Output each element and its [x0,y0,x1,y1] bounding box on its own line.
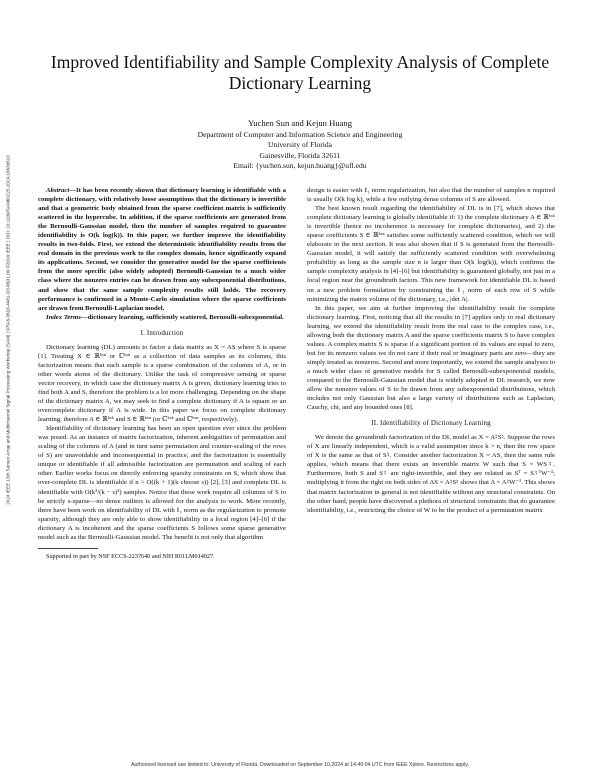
affiliation-department: Department of Computer and Information Science and Engineering [197,130,403,140]
section-heading-identifiability: II. Identifiability of Dictionary Learning [371,420,491,428]
author-email: Email: {yuchen.sun, kejun.huang}@ufl.edu [233,160,367,170]
abstract-label: Abstract— [46,187,77,194]
abstract-text: It has been recently shown that dictionary learning is identifiable with a complete dictionary, with relatively loose assumptions that the dictionary is invertible and that a geometric body obtained from the sparse coefficient matrix is sufficiently scattered in the hypercube. In addition, if the sparse coefficients are generated from the Bernoulli-Gaussian model, then the number of samples required to guarantee identifiability is O(k log(k)). In this paper, we further improve the identifiability results in two-folds. First, we extend the deterministic identifiability results from the real domain in the previous work to the complex domain, hence significantly expand its applications. Second, we consider the generative model for the sparse coefficients from the more specific (also widely adopted) Bernoulli-Gaussian to a much wider class where the nonzero entries can be drawn from any subexponential distributions, and show that the same sample complexity results still holds. The recovery performance is confirmed in a Monte-Carlo simulation where the sparse coefficients are drawn from Bernoulli-Laplacian model. [38,187,286,312]
intro-paragraph-3: The best known result regarding the identifiability of DL is in [7], which shows that complete dictionary learning is globally identifiable if: 1) the complete dictionary A ∈ ℝᵏˣᵏ is invertible (hence no incoherence is necessary for complete dictionaries), and 2) the sparse coefficients S ∈ ℝᵏˣⁿ satisfies some sufficiently scattered condition, which we will elaborate in the next section. It was also shown that if S is generated from the Bernoulli-Gaussian model, it will satisfy the sufficiently scattered condition with overwhelming probability as long as the sample size n is larger than O(k log(k)), which confirms the sample complexity analysis in [4]–[6] but identifiability is guaranteed globally, not just in a local region near the groundtruth factors. This new framework for identifiable DL is based on a new problem formulation by constraining the ℓ₁ norm of each row of S while minimizing the matrix volume of the dictionary, i.e., |det A|. [307,205,555,303]
left-column [38,186,286,561]
affiliation-university: University of Florida [267,140,333,150]
identifiability-paragraph-1: We denote the groundtruth factorization of the DL model as X = A♮S♮. Suppose the rows of X are linearly independent, which is a valid assumption since k > n, then the row space of X is the same as that of S♮. Consider another factorization X = AS, then the same rule applies, which means that there exists an invertible matrix W such that S = WS♮. Furthermore, both S and S♮ are right-invertible, and they are related as Sᵀ = S♮ᵀW⁻¹; multiplying it from the right on both sides of AS = A♮S♮ shows that A = A♮W⁻¹. This shows that matrix factorization in general is not identifiable without any structural constraints. On the other hand, people have discovered a plethora of structural constraints that do guarantee identifiability, i.e., restricting the choice of W to be the product of a permutation matrix [307,434,555,514]
funding-footnote: Supported in part by NSF ECCS-2237640 and NIH R01LM014027. [46,552,215,560]
intro-paragraph-2: Identifiability of dictionary learning has been an open question ever since the problem was posed. As an instance of matrix factorization, inherent ambiguities of permutation and scaling of the columns of A (and in turn same permutation and counter-scaling of the rows of S) are unavoidable and inconsequential in practice, and the factorization is essentially unique or identifiable if all admissible factorization are permutation and scaling of each other. Earlier works focus on directly enforcing sparsity constraints on S, which show that over-complete DL is identifiable if n > O((k + 1)(k choose s)) [2], [3] and complete DL is identifiable with O(k³/(k − s)²) samples. Notice that these work require all columns of S to be strictly s-sparse—no dense outliers is allowed for the analysis to work. More recently, there have been work on identifiability of DL with ℓ₁ norm as the regularization to promote sparsity, although they are only able to show identifiability in a local region [4]–[6] if the dictionary A is incoherent and the sparse coefficients S follows some sparse generative model such as the Bernoulli-Gaussian model. The benefit is not only that algorithm [38,425,286,541]
intro-paragraph-4: In this paper, we aim at further improving the identifiability result for complete dictionary learning. First, noticing that all the results in [7] applies only to real dictionary learning, we extend the identifiability result from the real case to the complex case, i.e., allowing both the dictionary matrix A and the sparse coefficients matrix S to have complex values. A complex matrix S is sparse if a significant portion of its values are equal to zero, but for its nonzero values we do not care if their real or imaginary parts are zero—they are simply treated as nonzeros. Second and more importantly, we extend the sample analyses to a much wider class of generative models for S called Bernoulli-subexponential models; compared to the Bernoulli-Gaussian model that is widely adopted in DL research, we now allow the nonzero values of S to be drawn from any subexponential distributions, which includes not only Gaussian but also a large variety of distributions such as Laplacian, Cauchy, chi, and any bounded ones [8]. [307,304,555,412]
intro-paragraph-2-continued: design is easier with ℓ₁ norm regularization, but also that the number of samples n required is usually O(k log k), while a few outlying dense columns of S are allowed. [307,187,555,204]
index-terms-label: Index Terms [46,313,81,321]
paper-title: Improved Identifiability and Sample Complexity Analysis of Complete Dictionary Learning [50,52,550,93]
abstract [38,186,286,313]
footnote-divider [38,548,98,549]
license-footer: Authorized licensed use limited to: University of Florida. Downloaded on September 10,2024 at 14:40:04 UTC from IEEE Xplore. Restrictions apply. [131,762,469,768]
right-column [307,186,555,515]
author-names: Yuchen Sun and Kejun Huang [247,118,353,128]
section-heading-introduction: I. Introduction [140,329,184,337]
ieee-sidebar [2,150,14,510]
index-terms-text: —dictionary learning, sufficiently scattered, Bernoulli-subexponential. [80,313,284,321]
ieee-sidebar-text: 2024 IEEE 13th Sensor Array and Multichannel Signal Processing Workshop (SAM) | 979-8-3503-4481-3/24/$31.00 ©2024 IEEE | DOI: 10.1109/SAM60225.2024.10636510 [5,155,11,505]
author-block [100,118,500,171]
intro-paragraph-1: Dictionary learning (DL) amounts to factor a data matrix as X = AS where S is sparse [1]. Treating X ∈ ℝᵏˣⁿ or ℂᵏˣⁿ as a collection of data samples as its columns, this factorization means that each sample is a sparse combination of the columns of A, or in other words atoms of the dictionary. Unlike the task of compressive sensing or sparse vector recovery, in which case the dictionary matrix A is given, dictionary learning tries to find both A and S, therefore the problem is a lot more challenging. Depending on the shape of the dictionary matrix A, we may seek to find a complete dictionary if A is square or an overcomplete dictionary if A is wide. In this paper we focus on complete dictionary learning, therefore A ∈ ℝᵏˣᵏ and S ∈ ℝᵏˣⁿ (or ℂᵏˣᵏ and ℂᵏˣⁿ, respectively). [38,343,286,424]
index-terms [38,313,286,322]
affiliation-city: Gainesville, Florida 32611 [259,150,341,160]
